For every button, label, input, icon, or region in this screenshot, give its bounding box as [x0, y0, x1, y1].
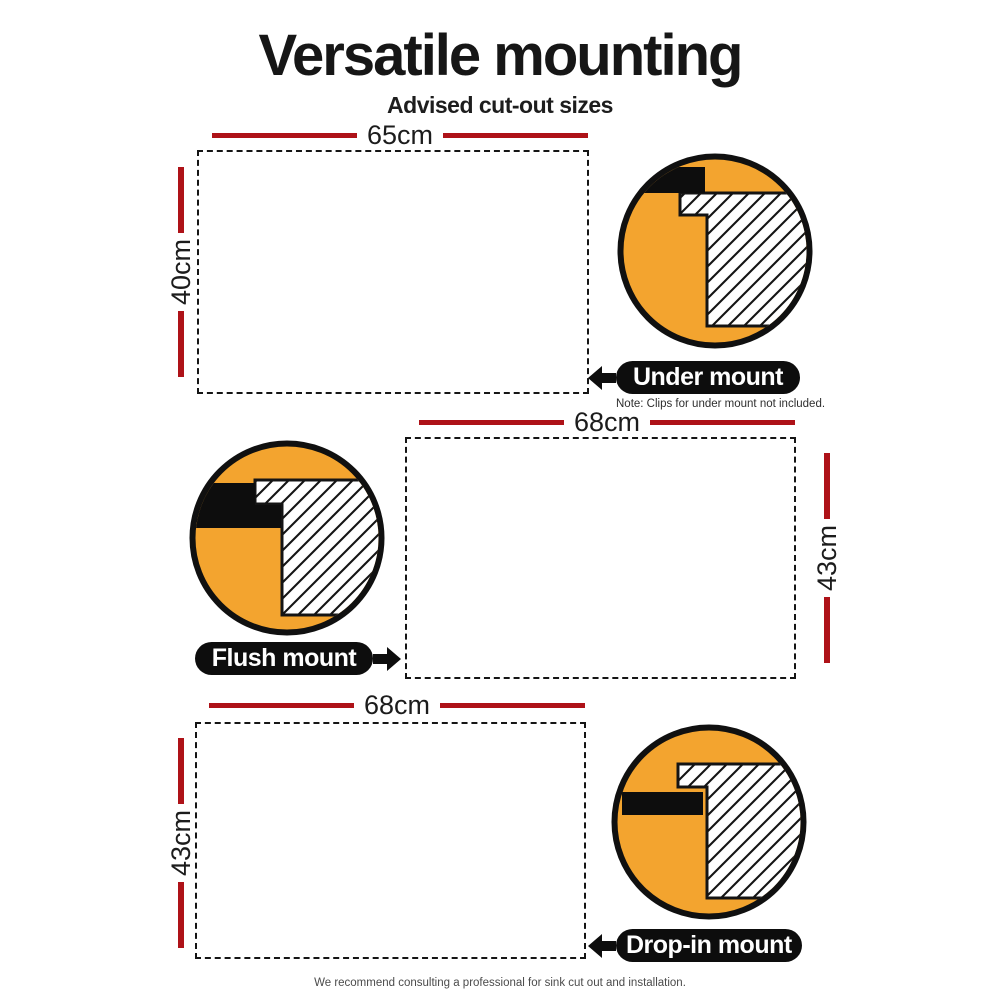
width-dimension-label: 68cm: [574, 407, 641, 437]
width-dimension-flush-mount: [419, 409, 795, 436]
under-mount-label: Under mount: [616, 361, 800, 394]
under-mount-pill: [588, 361, 800, 394]
dimension-line: [650, 420, 795, 425]
cutout-outline-flush-mount: [405, 437, 796, 679]
flush-mount-pill: [195, 642, 401, 675]
drop-in-mount-pill: [588, 929, 802, 962]
under-mount-note: Note: Clips for under mount not included.: [616, 398, 826, 410]
width-dimension-label: 65cm: [367, 120, 434, 150]
dimension-line: [419, 420, 564, 425]
dimension-line: [824, 453, 830, 519]
height-dimension-label: 40cm: [165, 239, 196, 306]
cutout-outline-under-mount: [197, 150, 589, 394]
arrow-right-icon: [373, 644, 401, 674]
flush-mount-cross-section-icon: [187, 438, 387, 638]
height-dimension-label: 43cm: [165, 810, 196, 877]
height-dimension-drop-in: [166, 738, 196, 948]
drop-in-cross-section-icon: [609, 722, 809, 922]
dimension-line: [178, 882, 184, 948]
dimension-line: [824, 597, 830, 663]
under-mount-cross-section-icon: [615, 151, 815, 351]
dimension-line: [212, 133, 357, 138]
page-title: Versatile mounting: [258, 23, 742, 88]
flush-mount-label: Flush mount: [195, 642, 373, 675]
dimension-line: [440, 703, 585, 708]
arrow-left-icon: [588, 931, 616, 961]
height-dimension-label: 43cm: [811, 525, 842, 592]
width-dimension-under-mount: [212, 122, 588, 149]
dimension-line: [178, 738, 184, 804]
dimension-line: [178, 311, 184, 377]
page-subtitle: Advised cut-out sizes: [387, 92, 613, 118]
dimension-line: [209, 703, 354, 708]
height-dimension-under-mount: [166, 167, 196, 377]
width-dimension-label: 68cm: [364, 690, 431, 720]
width-dimension-drop-in: [209, 692, 585, 719]
footer-disclaimer: We recommend consulting a professional for sink cut out and installation.: [314, 977, 686, 989]
height-dimension-flush-mount: [812, 453, 842, 663]
dimension-line: [178, 167, 184, 233]
drop-in-mount-label: Drop-in mount: [616, 929, 802, 962]
dimension-line: [443, 133, 588, 138]
arrow-left-icon: [588, 363, 616, 393]
cutout-outline-drop-in: [195, 722, 586, 959]
